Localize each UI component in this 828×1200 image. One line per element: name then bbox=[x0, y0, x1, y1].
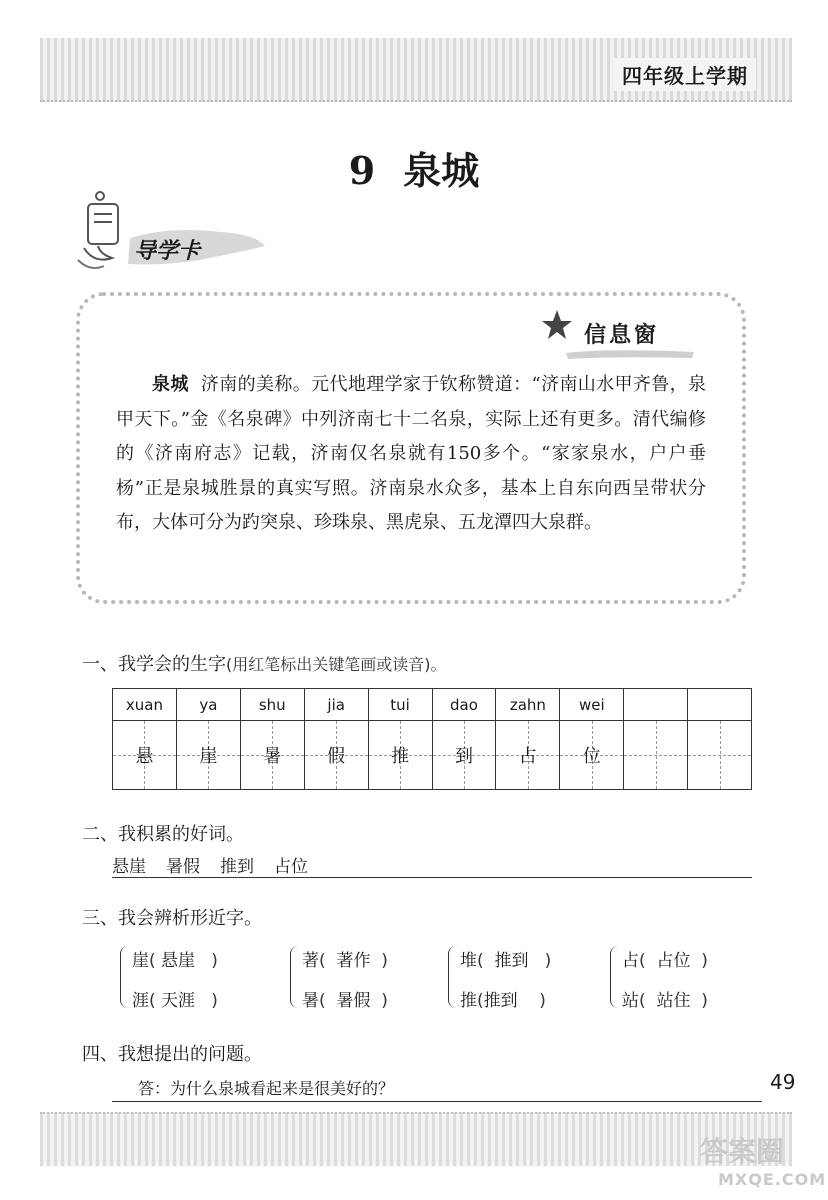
char-pair-group bbox=[610, 944, 750, 1014]
watermark-logo: 答案圈 bbox=[700, 1135, 785, 1168]
hanzi-cell[interactable] bbox=[241, 721, 304, 789]
open-paren: ( bbox=[149, 991, 156, 1011]
footer-band bbox=[40, 1112, 792, 1166]
open-paren: ( bbox=[477, 951, 484, 971]
guide-card-label: 导学卡 bbox=[134, 239, 201, 264]
close-paren: ) bbox=[701, 991, 708, 1011]
hanzi-cell[interactable] bbox=[305, 721, 368, 789]
char-pair-group bbox=[120, 944, 260, 1014]
word-item: 暑假 bbox=[166, 857, 200, 877]
pinyin-cell: xuan bbox=[113, 689, 176, 721]
open-paren: ( bbox=[639, 991, 646, 1011]
open-paren: ( bbox=[639, 951, 646, 971]
pair-word: 占位 bbox=[656, 951, 691, 971]
hanzi-text: 悬 bbox=[135, 746, 154, 767]
brace-icon bbox=[290, 946, 301, 1008]
pair-char: 崖 bbox=[132, 951, 149, 971]
hanzi-cell[interactable] bbox=[369, 721, 432, 789]
pair-row[interactable] bbox=[132, 986, 218, 1011]
hanzi-cell[interactable] bbox=[177, 721, 240, 789]
close-paren: ) bbox=[381, 991, 388, 1011]
pair-word: 推到 bbox=[483, 991, 518, 1011]
grade-label: 四年级上学期 bbox=[614, 58, 756, 91]
close-paren: ) bbox=[701, 951, 708, 971]
close-paren: ) bbox=[381, 951, 388, 971]
pair-char: 推 bbox=[460, 991, 477, 1011]
info-box-text bbox=[116, 368, 706, 541]
word-item: 推到 bbox=[220, 857, 254, 877]
close-paren: ) bbox=[539, 991, 546, 1011]
hanzi-text: 崖 bbox=[199, 746, 218, 767]
lesson-name: 泉城 bbox=[403, 148, 480, 193]
section3-heading: 三、我会辨析形近字。 bbox=[82, 908, 262, 929]
watermark-url: MXQE.COM bbox=[718, 1170, 827, 1189]
pair-char: 暑 bbox=[302, 991, 319, 1011]
pair-char: 堆 bbox=[460, 951, 477, 971]
char-pair-group bbox=[290, 944, 430, 1014]
brace-icon bbox=[120, 946, 131, 1008]
hanzi-cell[interactable] bbox=[433, 721, 496, 789]
section2-heading: 二、我积累的好词。 bbox=[82, 824, 244, 845]
pair-row[interactable] bbox=[302, 986, 388, 1011]
pinyin-cell: zahn bbox=[496, 689, 559, 721]
page-number: 49 bbox=[770, 1070, 796, 1094]
pair-word: 天涯 bbox=[161, 991, 196, 1011]
char-pair-group bbox=[448, 944, 588, 1014]
hanzi-text: 到 bbox=[454, 746, 473, 767]
hanzi-cell[interactable] bbox=[496, 721, 559, 789]
pair-char: 涯 bbox=[132, 991, 149, 1011]
lesson-title bbox=[0, 140, 828, 195]
char-cell bbox=[113, 689, 176, 789]
info-term: 泉城 bbox=[152, 374, 189, 395]
hanzi-text: 假 bbox=[327, 746, 346, 767]
pair-row[interactable] bbox=[460, 946, 551, 971]
pair-row[interactable] bbox=[622, 986, 708, 1011]
hanzi-text: 推 bbox=[391, 746, 410, 767]
char-cell bbox=[623, 689, 687, 789]
pair-row[interactable] bbox=[132, 946, 218, 971]
word-answer-line[interactable] bbox=[112, 852, 752, 878]
pair-row[interactable] bbox=[460, 986, 546, 1011]
pinyin-cell: ya bbox=[177, 689, 240, 721]
word-item: 占位 bbox=[274, 857, 308, 877]
star-icon bbox=[540, 308, 574, 342]
close-paren: ) bbox=[544, 951, 552, 971]
pair-word: 推到 bbox=[494, 951, 529, 971]
char-cell bbox=[176, 689, 240, 789]
pair-char: 著 bbox=[302, 951, 319, 971]
open-paren: ( bbox=[319, 991, 326, 1011]
char-cell bbox=[495, 689, 559, 789]
hanzi-text: 占 bbox=[518, 746, 537, 767]
hanzi-cell[interactable] bbox=[560, 721, 623, 789]
pinyin-cell bbox=[624, 689, 687, 721]
hanzi-cell[interactable] bbox=[113, 721, 176, 789]
section1-heading bbox=[82, 650, 447, 676]
section4-heading: 四、我想提出的问题。 bbox=[82, 1044, 262, 1065]
pair-char: 占 bbox=[622, 951, 639, 971]
info-body: 济南的美称。元代地理学家于钦称赞道：“济南山水甲齐鲁，泉甲天下。”金《名泉碑》中列济南七十二名泉，实际上还有更多。清代编修的《济南府志》记载，济南仅名泉就有150多个。“家家泉水，户户垂杨”正是泉城胜景的真实写照。济南泉水众多，基本上自东向西呈带状分布，大体可分为趵突泉、珍珠泉、黑虎泉、五龙潭四大泉群。 bbox=[116, 374, 707, 533]
pinyin-cell: tui bbox=[369, 689, 432, 721]
close-paren: ) bbox=[211, 991, 218, 1011]
pinyin-cell: jia bbox=[305, 689, 368, 721]
pinyin-cell bbox=[688, 689, 751, 721]
pinyin-cell: dao bbox=[433, 689, 496, 721]
section1-note: (用红笔标出关键笔画或读音)。 bbox=[226, 655, 447, 674]
pair-word: 著作 bbox=[336, 951, 371, 971]
hanzi-cell[interactable] bbox=[688, 721, 751, 789]
pair-row[interactable] bbox=[302, 946, 388, 971]
char-cell bbox=[240, 689, 304, 789]
pair-word: 悬崖 bbox=[161, 951, 196, 971]
pair-row[interactable] bbox=[622, 946, 708, 971]
char-cell bbox=[432, 689, 496, 789]
hanzi-text: 位 bbox=[582, 746, 601, 767]
char-cell bbox=[304, 689, 368, 789]
open-paren: ( bbox=[149, 951, 156, 971]
character-table bbox=[112, 688, 752, 790]
open-paren: ( bbox=[319, 951, 326, 971]
word-item: 悬崖 bbox=[112, 857, 146, 877]
info-box-title: 信息窗 bbox=[584, 322, 660, 348]
brace-icon bbox=[448, 946, 459, 1008]
pair-word: 站住 bbox=[656, 991, 691, 1011]
question-answer: 答：为什么泉城看起来是很美好的？ bbox=[138, 1079, 395, 1098]
close-paren: ) bbox=[211, 951, 218, 971]
hanzi-text: 暑 bbox=[263, 746, 282, 767]
lesson-number: 9 bbox=[348, 148, 376, 193]
brace-icon bbox=[610, 946, 621, 1008]
open-paren: ( bbox=[477, 991, 484, 1011]
pair-char: 站 bbox=[622, 991, 639, 1011]
section1-heading-text: 一、我学会的生字 bbox=[82, 654, 226, 675]
char-cell bbox=[687, 689, 751, 789]
question-answer-line[interactable] bbox=[112, 1076, 762, 1102]
pair-word: 暑假 bbox=[336, 991, 371, 1011]
char-cell bbox=[368, 689, 432, 789]
hanzi-cell[interactable] bbox=[624, 721, 687, 789]
pinyin-cell: wei bbox=[560, 689, 623, 721]
pinyin-cell: shu bbox=[241, 689, 304, 721]
char-cell bbox=[559, 689, 623, 789]
